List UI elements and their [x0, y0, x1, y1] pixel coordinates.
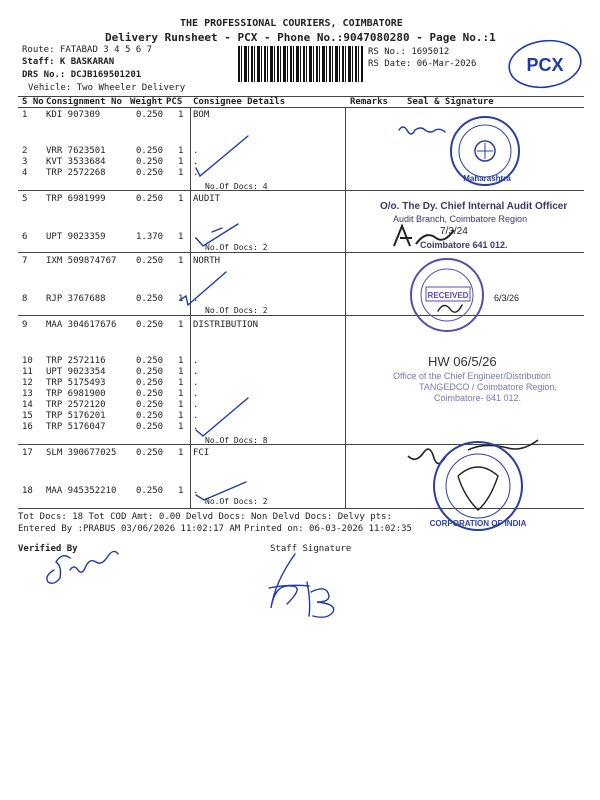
row-weight: 0.250: [136, 389, 164, 399]
audit-date: 7/3/24: [440, 226, 468, 237]
bom-round-seal: [395, 108, 525, 186]
row-consignee: .: [193, 389, 199, 399]
row-consignment-no: UPT 9023354: [46, 367, 106, 377]
row-weight: 0.250: [136, 422, 164, 432]
row-weight: 0.250: [136, 294, 164, 304]
row-consignment-no: SLM 390677025: [46, 448, 117, 458]
row-sno: 15: [22, 411, 33, 421]
row-weight: 0.250: [136, 320, 164, 330]
docs-count: No.Of Docs: 8: [205, 436, 268, 445]
row-weight: 0.250: [136, 356, 164, 366]
tangedco-line1: Office of the Chief Engineer/Distribution: [393, 371, 551, 381]
row-consignment-no: MAA 304617676: [46, 320, 117, 330]
row-sno: 14: [22, 400, 33, 410]
row-sno: 5: [22, 194, 28, 204]
row-weight: 0.250: [136, 168, 164, 178]
row-sno: 1: [22, 110, 28, 120]
row-sno: 10: [22, 356, 33, 366]
row-weight: 0.250: [136, 194, 164, 204]
row-sno: 16: [22, 422, 33, 432]
staff-signature-label: Staff Signature: [270, 544, 352, 554]
row-weight: 0.250: [136, 411, 164, 421]
row-consignment-no: TRP 6981900: [46, 389, 106, 399]
row-pcs: 1: [178, 378, 184, 388]
received-handwritten-date: 6/3/26: [494, 293, 520, 303]
row-pcs: 1: [178, 146, 184, 156]
received-round-stamp: [402, 255, 522, 335]
tangedco-handwritten: HW 06/5/26: [428, 354, 497, 369]
bom-seal-text: Maharashtra: [463, 174, 511, 183]
pcx-badge-text: PCX: [526, 55, 564, 75]
row-consignee: AUDIT: [193, 194, 221, 204]
totals-line: Tot Docs: 18 Tot COD Amt: 0.00 Delvd Docs: Non Delvd Docs: Delvy pts:: [18, 512, 392, 522]
row-sno: 8: [22, 294, 28, 304]
col-header-remarks: Remarks: [350, 97, 388, 107]
verified-by-label: Verified By: [18, 544, 78, 554]
audit-stamp-line2: Audit Branch, Coimbatore Region: [393, 214, 528, 224]
row-consignee: FCI: [193, 448, 210, 458]
fci-stamp-text: CORPORATION OF INDIA: [429, 519, 527, 528]
audit-stamp-line1: O/o. The Dy. Chief Internal Audit Officer: [380, 201, 568, 212]
row-pcs: 1: [178, 168, 184, 178]
row-consignee: DISTRIBUTION: [193, 320, 259, 330]
row-consignee: .: [193, 367, 199, 377]
col-header-consignee: Consignee Details: [193, 97, 286, 107]
staff-signature: [255, 548, 355, 620]
row-sno: 17: [22, 448, 33, 458]
docs-count: No.Of Docs: 2: [205, 243, 268, 252]
row-consignee: BOM: [193, 110, 210, 120]
row-consignment-no: TRP 2572120: [46, 400, 106, 410]
row-weight: 0.250: [136, 448, 164, 458]
audit-stamp-line3: Coimbatore 641 012.: [420, 240, 508, 250]
row-consignee: .: [193, 411, 199, 421]
staff-label: Staff: K BASKARAN: [22, 57, 115, 67]
row-consignment-no: KVT 3533684: [46, 157, 106, 167]
verifier-signature: [36, 530, 126, 590]
row-pcs: 1: [178, 389, 184, 399]
row-consignment-no: VRR 7623501: [46, 146, 106, 156]
row-consignee: .: [193, 157, 199, 167]
col-header-pcs: PCS: [166, 97, 183, 107]
row-weight: 1.370: [136, 232, 164, 242]
row-sno: 12: [22, 378, 33, 388]
row-pcs: 1: [178, 256, 184, 266]
row-consignee: .: [193, 232, 199, 242]
rs-number: RS No.: 1695012: [368, 47, 450, 57]
row-consignee: NORTH: [193, 256, 221, 266]
col-header-consignment: Consignment No: [46, 97, 122, 107]
row-consignment-no: TRP 5176047: [46, 422, 106, 432]
col-header-weight: Weight: [130, 97, 163, 107]
row-sno: 3: [22, 157, 28, 167]
received-stamp-text: RECEIVED: [427, 291, 469, 300]
row-consignment-no: RJP 3767688: [46, 294, 106, 304]
row-sno: 6: [22, 232, 28, 242]
row-pcs: 1: [178, 411, 184, 421]
row-pcs: 1: [178, 110, 184, 120]
row-weight: 0.250: [136, 157, 164, 167]
company-name: THE PROFESSIONAL COURIERS, COIMBATORE: [180, 18, 403, 29]
row-consignee: .: [193, 422, 199, 432]
row-pcs: 1: [178, 400, 184, 410]
row-pcs: 1: [178, 232, 184, 242]
row-sno: 2: [22, 146, 28, 156]
row-pcs: 1: [178, 486, 184, 496]
drs-number: DRS No.: DCJB169501201: [22, 70, 142, 80]
row-pcs: 1: [178, 367, 184, 377]
row-sno: 18: [22, 486, 33, 496]
row-weight: 0.250: [136, 486, 164, 496]
row-consignment-no: TRP 6981999: [46, 194, 106, 204]
row-weight: 0.250: [136, 110, 164, 120]
row-sno: 9: [22, 320, 28, 330]
row-weight: 0.250: [136, 256, 164, 266]
row-sno: 7: [22, 256, 28, 266]
docs-count: No.Of Docs: 4: [205, 182, 268, 191]
row-sno: 11: [22, 367, 33, 377]
row-weight: 0.250: [136, 367, 164, 377]
row-pcs: 1: [178, 422, 184, 432]
row-consignee: .: [193, 146, 199, 156]
row-consignment-no: TRP 5176201: [46, 411, 106, 421]
fci-round-stamp: [398, 436, 558, 536]
docs-count: No.Of Docs: 2: [205, 306, 268, 315]
tangedco-line3: Coimbatore- 641 012.: [434, 393, 522, 403]
row-pcs: 1: [178, 320, 184, 330]
docs-count: No.Of Docs: 2: [205, 497, 268, 506]
col-header-seal: Seal & Signature: [407, 97, 494, 107]
row-consignee: .: [193, 400, 199, 410]
col-header-sno: S No: [22, 97, 44, 107]
row-consignment-no: UPT 9023359: [46, 232, 106, 242]
row-consignment-no: KDI 907309: [46, 110, 101, 120]
printed-on: Printed on: 06-03-2026 11:02:35: [244, 524, 412, 534]
row-weight: 0.250: [136, 400, 164, 410]
runsheet-title: Delivery Runsheet - PCX - Phone No.:9047080280 - Page No.:1: [105, 31, 496, 44]
row-pcs: 1: [178, 194, 184, 204]
row-consignee: .: [193, 356, 199, 366]
row-pcs: 1: [178, 356, 184, 366]
row-pcs: 1: [178, 157, 184, 167]
row-consignment-no: TRP 5175493: [46, 378, 106, 388]
vehicle-label: Vehicle: Two Wheeler Delivery: [28, 83, 186, 93]
row-pcs: 1: [178, 294, 184, 304]
entered-by: Entered By :PRABUS 03/06/2026 11:02:17 AM: [18, 524, 241, 534]
row-consignee: .: [193, 294, 199, 304]
row-weight: 0.250: [136, 378, 164, 388]
row-consignment-no: TRP 2572116: [46, 356, 106, 366]
row-consignment-no: IXM 509874767: [46, 256, 117, 266]
row-sno: 13: [22, 389, 33, 399]
route-label: Route: FATABAD 3 4 5 6 7: [22, 45, 153, 55]
row-consignment-no: MAA 945352210: [46, 486, 117, 496]
rs-date: RS Date: 06-Mar-2026: [368, 59, 477, 69]
row-consignee: .: [193, 486, 199, 496]
row-sno: 4: [22, 168, 28, 178]
row-consignee: .: [193, 378, 199, 388]
row-weight: 0.250: [136, 146, 164, 156]
row-pcs: 1: [178, 448, 184, 458]
row-consignee: .: [193, 168, 199, 178]
row-consignment-no: TRP 2572268: [46, 168, 106, 178]
tangedco-line2: TANGEDCO / Coimbatore Region,: [419, 382, 557, 392]
